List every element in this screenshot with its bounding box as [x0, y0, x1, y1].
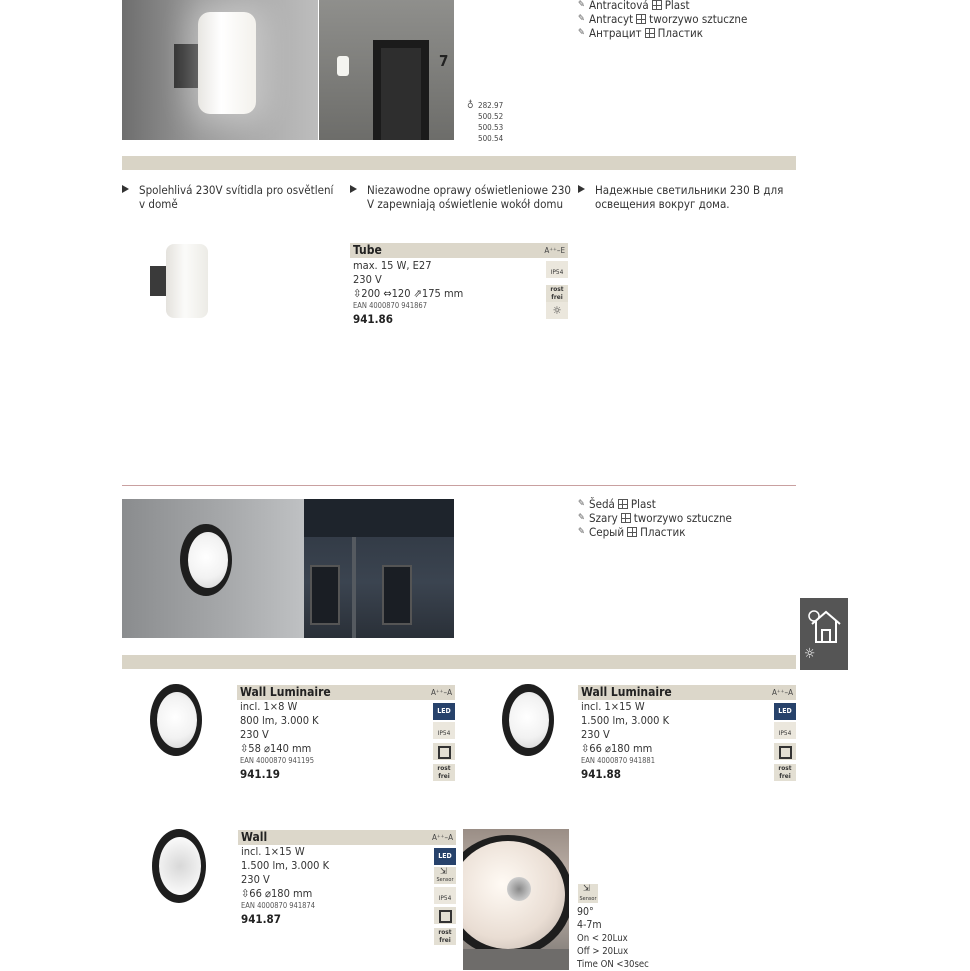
- door-panel: [381, 48, 421, 140]
- product-image-941-88: [502, 684, 554, 756]
- material-row: ✎ Antracyt tworzywo sztuczne: [578, 12, 748, 26]
- ambient-photo-door: [319, 0, 454, 140]
- spec-line: 230 V: [240, 728, 269, 741]
- section-divider: [122, 485, 796, 486]
- ip54-icon: IP54: [546, 261, 568, 278]
- product-card-941-19: [237, 685, 455, 785]
- color-icon: ✎: [578, 13, 585, 24]
- color-icon: ✎: [578, 512, 585, 523]
- bulb-refs: 282.97 500.52 500.53 500.54: [478, 101, 504, 143]
- lamp-lens: [157, 692, 197, 748]
- article-number: 941.19: [240, 767, 280, 781]
- product-card-941-87: [238, 830, 456, 950]
- rostfrei-icon: rost frei: [433, 764, 455, 781]
- color-icon: ✎: [578, 498, 585, 509]
- protection-class-icon: [434, 907, 456, 924]
- product-image-tube: [150, 244, 210, 320]
- energy-class: A⁺⁺–A: [771, 688, 793, 697]
- material-icon: [636, 14, 646, 24]
- lamp-lens-sensor: [159, 837, 201, 895]
- section-band: [122, 156, 796, 170]
- material-icon: [652, 0, 662, 10]
- sensor-detail-photo: [463, 829, 569, 970]
- spec-line: 1.500 lm, 3.000 K: [241, 859, 330, 872]
- material-row: ✎ Серый Пластик: [578, 525, 686, 539]
- energy-class: A⁺⁺–A: [431, 833, 453, 842]
- spec-line: 800 lm, 3.000 K: [240, 714, 319, 727]
- card-header: [238, 830, 456, 845]
- product-photo-tube: [122, 0, 318, 140]
- house-icon: [806, 604, 846, 646]
- card-header: [350, 243, 568, 258]
- sun-icon: ☼: [804, 646, 816, 662]
- bullet-pl: Niezawodne oprawy oświetleniowe 230 V zapewniają oświetlenie wokół domu: [350, 183, 570, 213]
- house-number: 7: [439, 52, 449, 70]
- bullet-arrow-icon: [122, 185, 129, 193]
- sensor-badge-icon: Sensor ⇲: [579, 884, 597, 902]
- spec-line: ⇳66 ⌀180 mm: [581, 742, 653, 755]
- spec-line: incl. 1×15 W: [241, 845, 305, 858]
- bullet-ru: Надежные светильники 230 В для освещения вокруг дома.: [578, 183, 793, 213]
- spec-line: 230 V: [241, 873, 270, 886]
- sensor-dome: [507, 877, 531, 901]
- sensor-specs: 90° 4-7m On < 20Lux Off > 20Lux Time ON <30sec: [577, 906, 649, 970]
- section-band: [122, 655, 796, 669]
- bullet-arrow-icon: [578, 185, 585, 193]
- material-row: ✎ Antracitová Plast: [578, 0, 690, 12]
- material-row: ✎ Šedá Plast: [578, 497, 656, 511]
- material-icon: [627, 527, 637, 537]
- energy-class: A⁺⁺–E: [544, 246, 565, 255]
- spec-line: ⇳66 ⌀180 mm: [241, 887, 313, 900]
- article-number: 941.88: [581, 767, 621, 781]
- material-list-1: [578, 0, 747, 40]
- rostfrei-icon: rost frei: [434, 928, 456, 945]
- rostfrei-icon: rost frei: [546, 285, 568, 302]
- bulb-icon: ♁: [467, 100, 474, 111]
- product-image-941-19: [150, 684, 202, 756]
- color-icon: ✎: [578, 0, 585, 10]
- rostfrei-icon: rost frei: [774, 764, 796, 781]
- material-icon: [621, 513, 631, 523]
- spec-line: ⇳58 ⌀140 mm: [240, 742, 312, 755]
- ip54-icon: IP54: [774, 722, 796, 739]
- spec-line: 230 V: [353, 273, 382, 286]
- product-title: Tube: [353, 243, 382, 257]
- lamp-lens: [188, 532, 228, 588]
- product-title: Wall Luminaire: [240, 685, 331, 699]
- led-icon: LED: [774, 703, 796, 720]
- product-photo-round: [122, 499, 304, 638]
- ambient-photo-house: [304, 499, 454, 638]
- ip54-icon: IP54: [433, 722, 455, 739]
- lamp-lens: [509, 692, 549, 748]
- led-icon: LED: [434, 848, 456, 865]
- material-row: ✎ Szary tworzywo sztuczne: [578, 511, 732, 525]
- protection-class-icon: [774, 743, 796, 760]
- motion-sensor-icon: Sensor ⇲: [434, 867, 456, 884]
- ean-code: EAN 4000870 941867: [353, 301, 428, 310]
- ean-code: EAN 4000870 941881: [581, 756, 656, 765]
- wall-lamp-small: [337, 56, 349, 76]
- energy-class: A⁺⁺–A: [430, 688, 452, 697]
- window: [310, 565, 340, 625]
- article-number: 941.87: [241, 912, 281, 926]
- bullet-cs: Spolehlivá 230V svítidla pro osvětlení v domě: [122, 183, 337, 213]
- wall-texture: [463, 949, 569, 970]
- color-icon: ✎: [578, 526, 585, 537]
- bullet-arrow-icon: [350, 185, 357, 193]
- card-header: [578, 685, 796, 700]
- ip54-icon: IP54: [434, 887, 456, 904]
- material-row: ✎ Антрацит Пластик: [578, 26, 703, 40]
- dusk-sensor-icon: ☼: [546, 302, 568, 319]
- product-title: Wall Luminaire: [581, 685, 672, 699]
- spec-line: incl. 1×15 W: [581, 700, 645, 713]
- ean-code: EAN 4000870 941195: [240, 756, 315, 765]
- product-image-941-87: [152, 829, 206, 903]
- card-header: [237, 685, 455, 700]
- spec-line: ⇳200 ⇔120 ⇗175 mm: [353, 287, 464, 300]
- color-icon: ✎: [578, 27, 585, 38]
- lamp-cylinder: [166, 244, 208, 318]
- lamp-glow: [198, 12, 256, 114]
- roof: [304, 499, 454, 537]
- downpipe: [352, 537, 356, 638]
- led-icon: LED: [433, 703, 455, 720]
- protection-class-icon: [433, 743, 455, 760]
- category-tab[interactable]: [800, 598, 848, 670]
- spec-line: 230 V: [581, 728, 610, 741]
- round-lamp-photo: [180, 524, 232, 596]
- product-title: Wall: [241, 830, 268, 844]
- product-card-941-88: [578, 685, 796, 785]
- window: [382, 565, 412, 625]
- material-list-2: [578, 497, 732, 539]
- spec-line: incl. 1×8 W: [240, 700, 298, 713]
- ean-code: EAN 4000870 941874: [241, 901, 316, 910]
- material-icon: [645, 28, 655, 38]
- product-card-tube: [350, 243, 568, 333]
- spec-line: 1.500 lm, 3.000 K: [581, 714, 670, 727]
- spec-line: max. 15 W, E27: [353, 259, 432, 272]
- material-icon: [618, 499, 628, 509]
- article-number: 941.86: [353, 312, 393, 326]
